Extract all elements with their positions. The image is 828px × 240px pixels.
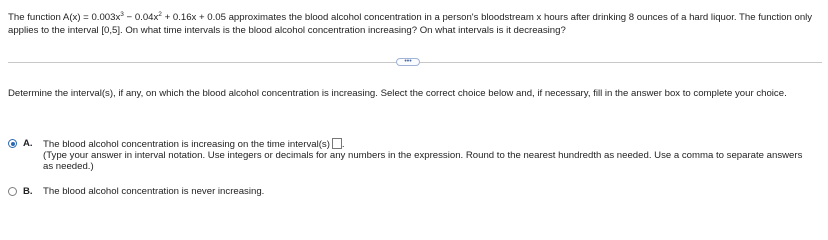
question-exponent-3: 3 <box>120 11 124 18</box>
choice-b-body <box>43 186 803 197</box>
question-part1: The function A(x) = 0.003x <box>8 12 121 23</box>
choice-a[interactable] <box>8 138 803 172</box>
question-part2: − 0.04x <box>123 12 159 23</box>
question-part3: + 0.16x + 0.05 approximates the blood alcohol concentration in a person's bloodstream x hours after drinking 8 ounces of a hard liquor. The function only applies to the interval [0,5]. On what time intervals is the blood alcohol concentration increasing? On what intervals is it decreasing? <box>8 12 813 36</box>
question-text <box>8 12 816 37</box>
choice-b-text: The blood alcohol concentration is never increasing. <box>43 186 265 197</box>
choice-b-radio[interactable] <box>8 187 17 196</box>
choice-a-letter: A. <box>23 138 33 149</box>
question-exponent-2: 2 <box>158 11 162 18</box>
instructions-text: Determine the interval(s), if any, on which the blood alcohol concentration is increasing. Select the correct choice below and, if necessary, fill in the answer box to complete your choice. <box>8 88 787 99</box>
interval-answer-input[interactable] <box>332 138 342 149</box>
choice-b[interactable] <box>8 186 803 197</box>
choice-b-letter: B. <box>23 186 33 197</box>
expand-button[interactable] <box>396 58 420 66</box>
choice-a-radio[interactable] <box>8 139 17 148</box>
choice-a-hint: (Type your answer in interval notation. Use integers or decimals for any numbers in the expression. Round to the nearest hundredth as needed. Use a comma to separate answers as needed.) <box>43 150 803 172</box>
choice-a-suffix: . <box>341 139 345 150</box>
ellipsis-icon: ••• <box>404 58 412 65</box>
choice-a-text: The blood alcohol concentration is increasing on the time interval(s) <box>43 139 330 150</box>
choice-a-body <box>43 138 803 172</box>
